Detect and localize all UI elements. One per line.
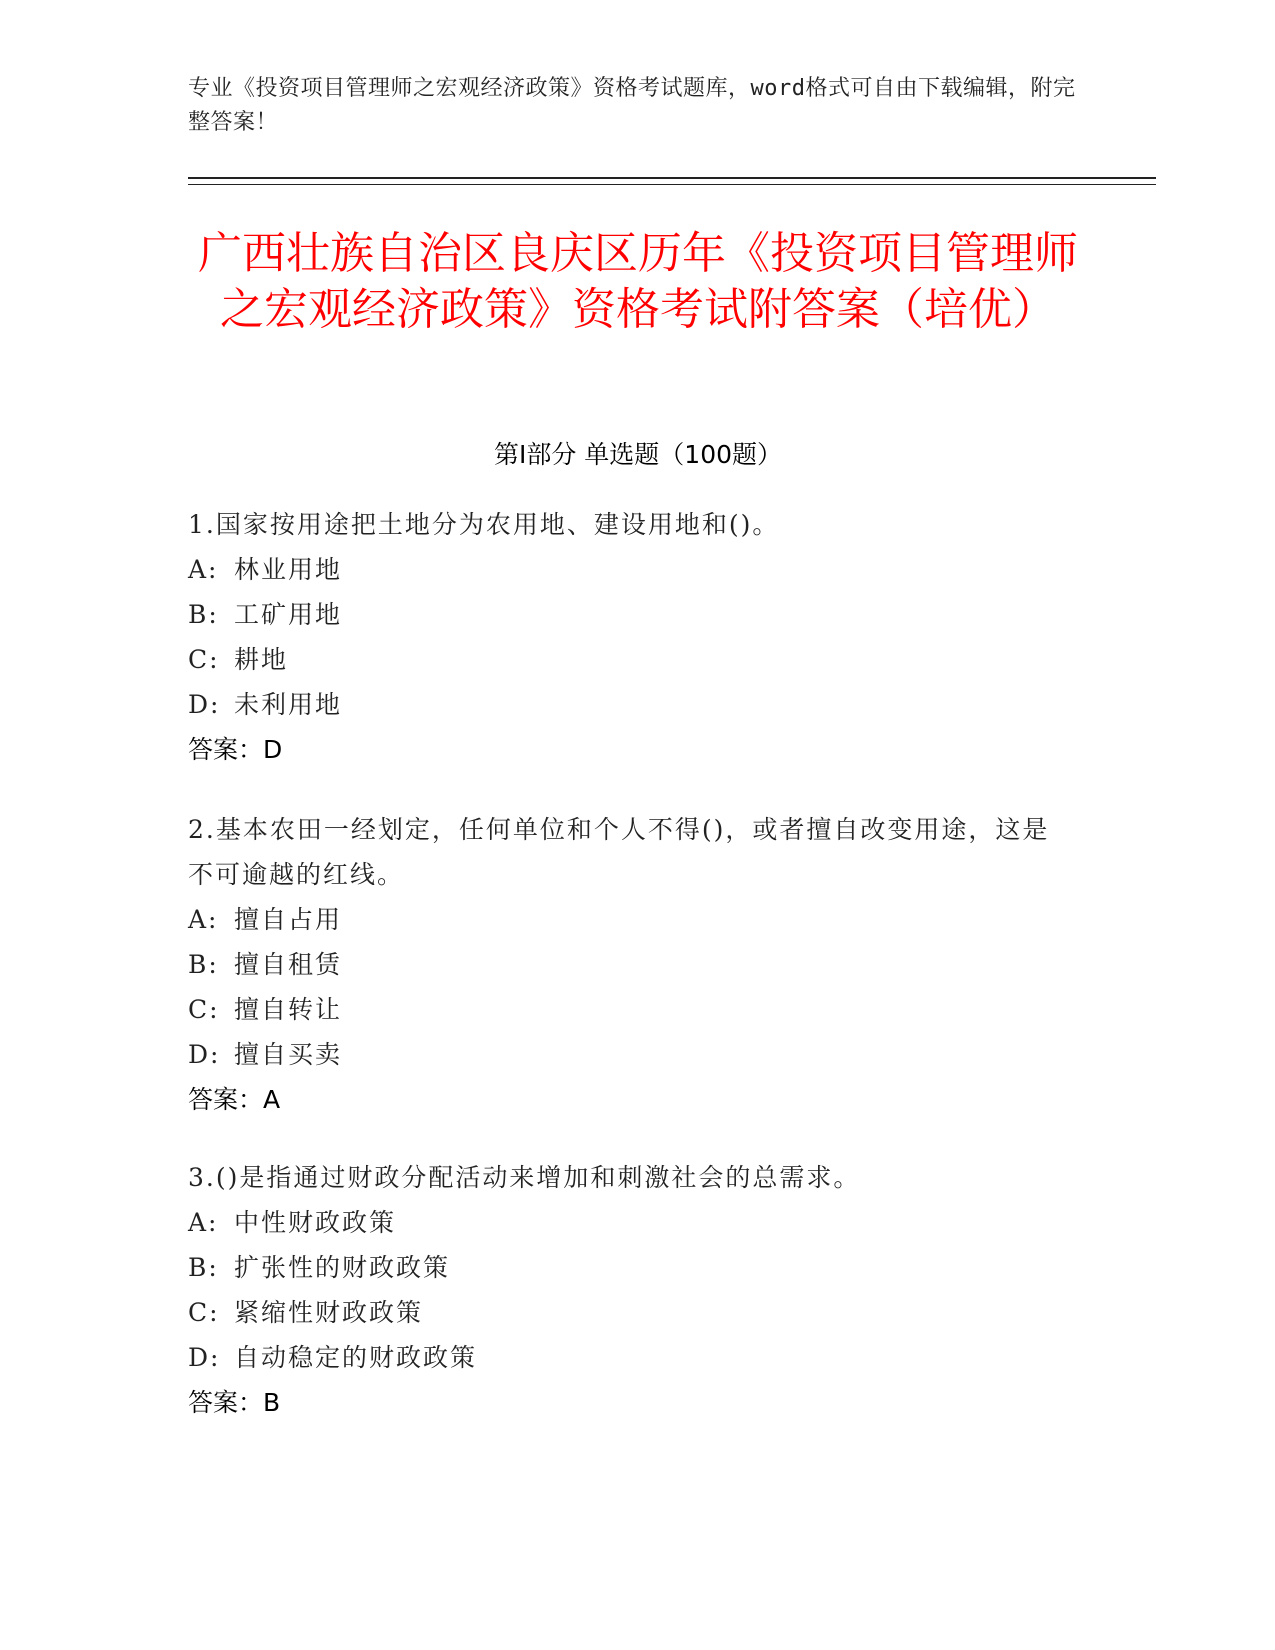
question-item [188,807,1068,1122]
option-d [188,682,1068,727]
option-c [188,987,1068,1032]
option-b [188,1245,1068,1290]
document-title: 广西壮族自治区良庆区历年《投资项目管理师之宏观经济政策》资格考试附答案（培优） [198,228,1078,335]
option-letter: C: [188,995,220,1024]
question-stem: 1.国家按用途把土地分为农用地、建设用地和()。 [188,510,780,539]
option-c [188,637,1068,682]
option-b [188,942,1068,987]
option-a [188,547,1068,592]
question-stem: 3.()是指通过财政分配活动来增加和刺激社会的总需求。 [188,1163,861,1192]
answer-value: A [263,1085,281,1114]
option-a [188,897,1068,942]
option-text: 紧缩性财政政策 [234,1298,424,1327]
option-c [188,1290,1068,1335]
section-heading: 第I部分 单选题（100题） [493,440,783,469]
answer-label: 答案： [188,735,264,764]
option-letter: D: [188,690,221,719]
option-letter: B: [188,600,219,629]
option-text: 擅自占用 [234,905,343,934]
option-letter: A: [188,905,219,934]
option-letter: D: [188,1343,221,1372]
answer-value: B [263,1388,281,1417]
answer-value: D [263,735,283,764]
option-letter: C: [188,645,220,674]
option-d [188,1032,1068,1077]
answer-label: 答案： [188,1388,264,1417]
option-b [188,592,1068,637]
question-stem: 2.基本农田一经划定，任何单位和个人不得()，或者擅自改变用途，这是不可逾越的红线。 [188,815,1050,889]
option-text: 林业用地 [234,555,343,584]
option-text: 未利用地 [234,690,343,719]
option-text: 耕地 [234,645,289,674]
answer-line [188,727,1068,772]
option-letter: A: [188,555,219,584]
option-text: 擅自租赁 [234,950,343,979]
header-divider-thin [188,184,1156,185]
option-text: 扩张性的财政政策 [234,1253,451,1282]
header-divider-thick [188,177,1156,179]
option-d [188,1335,1068,1380]
answer-line [188,1077,1068,1122]
option-text: 擅自转让 [234,995,343,1024]
option-letter: A: [188,1208,219,1237]
option-letter: B: [188,1253,219,1282]
option-letter: D: [188,1040,221,1069]
question-item [188,1155,1068,1425]
option-text: 擅自买卖 [234,1040,343,1069]
option-text: 中性财政政策 [234,1208,397,1237]
answer-line [188,1380,1068,1425]
option-letter: B: [188,950,219,979]
option-a [188,1200,1068,1245]
question-item [188,502,1068,772]
answer-label: 答案： [188,1085,264,1114]
option-text: 自动稳定的财政政策 [234,1343,478,1372]
option-text: 工矿用地 [234,600,343,629]
option-letter: C: [188,1298,220,1327]
header-note: 专业《投资项目管理师之宏观经济政策》资格考试题库，word格式可自由下载编辑，附完整答案！ [188,76,1076,135]
